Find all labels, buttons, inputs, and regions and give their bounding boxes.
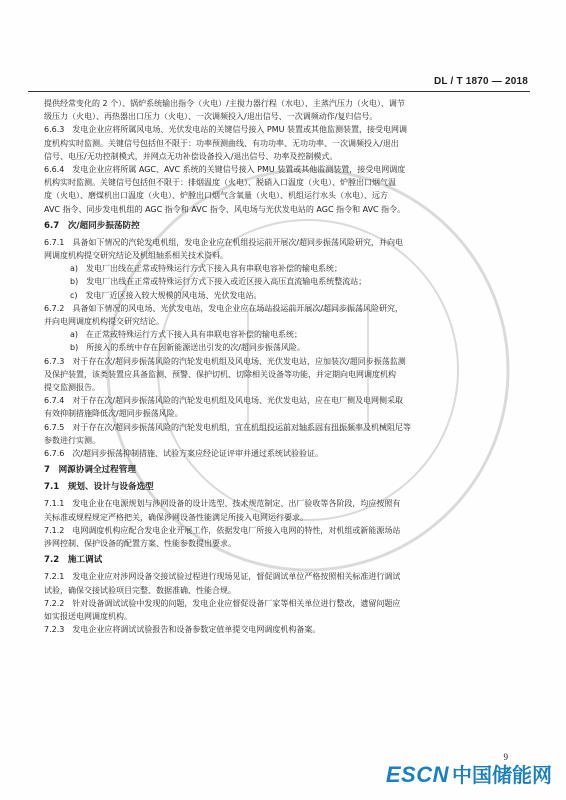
text-line: 级压力（火电）、再热器出口压力（火电）、一次调频投入/退出信号、一次调频动作/复归信号。 — [44, 112, 378, 122]
text-line: 信号、电压/无功控制模式，并网点无功补偿设备投入/退出信号、功率及控制模式。 — [44, 151, 338, 161]
text-line: 6.6.3 发电企业应将所属风电场、光伏发电站的关键信号接入 PMU 装置或其他监测装置，接受电网调 — [44, 125, 408, 135]
text-line: 网调度机构提交研究结论及机组轴系相关技术资料。 — [44, 251, 228, 261]
text-line: 涉网控制、保护设备的配置方案、性能参数提出要求。 — [44, 539, 236, 548]
logo-text-en: ESCN — [385, 762, 449, 787]
text-line: 并向电网调度机构提交研究结论。 — [44, 317, 164, 326]
text-line: 机构实时监测。关键信号包括但不限于：排烟温度（火电）、脱硝入口温度（火电）、炉膛出口烟气温 — [44, 178, 396, 188]
list-item: c) 发电厂近区接入较大规模的风电场、光伏发电站。 — [70, 290, 262, 300]
text-line: 7.2.3 发电企业应将调试试验报告和设备参数定值单提交电网调度机构备案。 — [44, 625, 321, 635]
text-line: 6.7.2 具备如下情况的风电场、光伏发电站，发电企业应在场站投运前开展次/超同步振荡风险研究， — [44, 303, 404, 313]
text-line: 6.7.6 次/超同步振荡抑制措施、试验方案应经论证评审并通过系统试验验证。 — [44, 448, 324, 458]
text-line: 7.1.1 发电企业在电源规划与涉网设备的设计选型、技术规范制定、出厂验收等各阶段，均应按照有 — [44, 499, 401, 509]
section-heading: 6.7 次/超同步振荡防控 — [44, 220, 140, 231]
list-item: b) 所接入的系统中存在因新能源送出引发的次/超同步振荡风险。 — [70, 343, 305, 353]
text-line: 度机构实时监测。关键信号包括但不限于：功率预测曲线、有功功率、无功功率、一次调频投入/退出 — [44, 138, 399, 148]
text-line: AVC 指令、同步发电机组的 AGC 指令和 AVC 指令、风电场与光伏发电站的 AGC 指令和 AVC 指令。 — [44, 204, 406, 214]
list-item: a) 在正常或特殊运行方式下接入具有串联电容补偿的输电系统； — [70, 330, 303, 340]
text-line: 6.7.3 对于存在次/超同步振荡风险的汽轮发电机组及风电场、光伏发电站，应加装次/超同步振荡监测 — [44, 356, 406, 366]
text-line: 度（火电）、磨煤机出口温度（火电）、炉膛出口烟气含氧量（火电）、机组运行水头（水电）、远方 — [44, 191, 388, 201]
text-line: 参数进行实测。 — [44, 435, 100, 445]
list-item: a) 发电厂出线在正常或特殊运行方式下接入具有串联电容补偿的输电系统； — [70, 264, 343, 274]
standard-code: DL / T 1870 — 2018 — [433, 76, 528, 87]
text-line: 7.2.1 发电企业应对涉网设备交接试验过程进行现场见证，督促调试单位严格按照相关标准进行调试 — [44, 572, 401, 582]
text-line: 关标准或规程规定严格把关，确保涉网设备性能满足所接入电网运行要求。 — [44, 512, 308, 522]
list-item: b) 发电厂出线在正常或特殊运行方式下接入或近区接入高压直流输电系统整流站； — [70, 277, 367, 287]
escn-logo — [386, 759, 552, 788]
logo-text-zh: 中国储能网 — [452, 763, 552, 787]
text-line: 试验，确保交接试验项目完整、数据准确、性能合规。 — [44, 585, 236, 595]
text-line: 提供经常变化的 2 个）、锅炉系统输出指令（火电）/主搅力器行程（水电）、主蒸汽压力（火电）、调节 — [44, 99, 405, 108]
header-rule — [28, 91, 530, 92]
text-line: 7.1.2 电网调度机构应配合发电企业开展工作，依据发电厂所接入电网的特性，对机组或新能源场站 — [44, 525, 401, 535]
section-heading: 7 网源协调全过程管理 — [44, 465, 136, 476]
section-heading: 7.1 规划、设计与设备选型 — [44, 482, 154, 493]
document-body — [44, 97, 520, 636]
text-line: 7.2.2 针对设备调试试验中发现的问题，发电企业应督促设备厂家等相关单位进行整改，遗留问题应 — [44, 598, 401, 608]
section-heading: 7.2 施工调试 — [44, 555, 103, 566]
text-line: 6.6.4 发电企业应将所属 AGC、AVC 系统的关键信号接入 PMU 装置或其他监测装置，接受电网调度 — [44, 164, 406, 174]
text-line: 如实报送电网调度机构。 — [44, 611, 132, 621]
page-number: 9 — [503, 752, 508, 762]
text-line: 6.7.1 具备如下情况的汽轮发电机组，发电企业应在机组投运前开展次/超同步振荡风险研究，并向电 — [44, 237, 404, 247]
text-line: 提交监测报告。 — [44, 382, 100, 392]
text-line: 6.7.4 对于存在次/超同步振荡风险的汽轮发电机组及风电场、光伏发电站，应在电厂侧及电网侧采取 — [44, 396, 404, 406]
text-line: 有效抑制措施降低次/超同步振荡风险。 — [44, 409, 183, 419]
text-line: 及保护装置，该类装置应具备监测、预警、保护切机、切除相关设备等功能，并定期向电网调度机构 — [44, 369, 396, 379]
text-line: 6.7.5 对于存在次/超同步振荡风险的汽轮发电机组，宜在机组投运前对轴系固有扭振频率及机械阻尼等 — [44, 422, 412, 432]
